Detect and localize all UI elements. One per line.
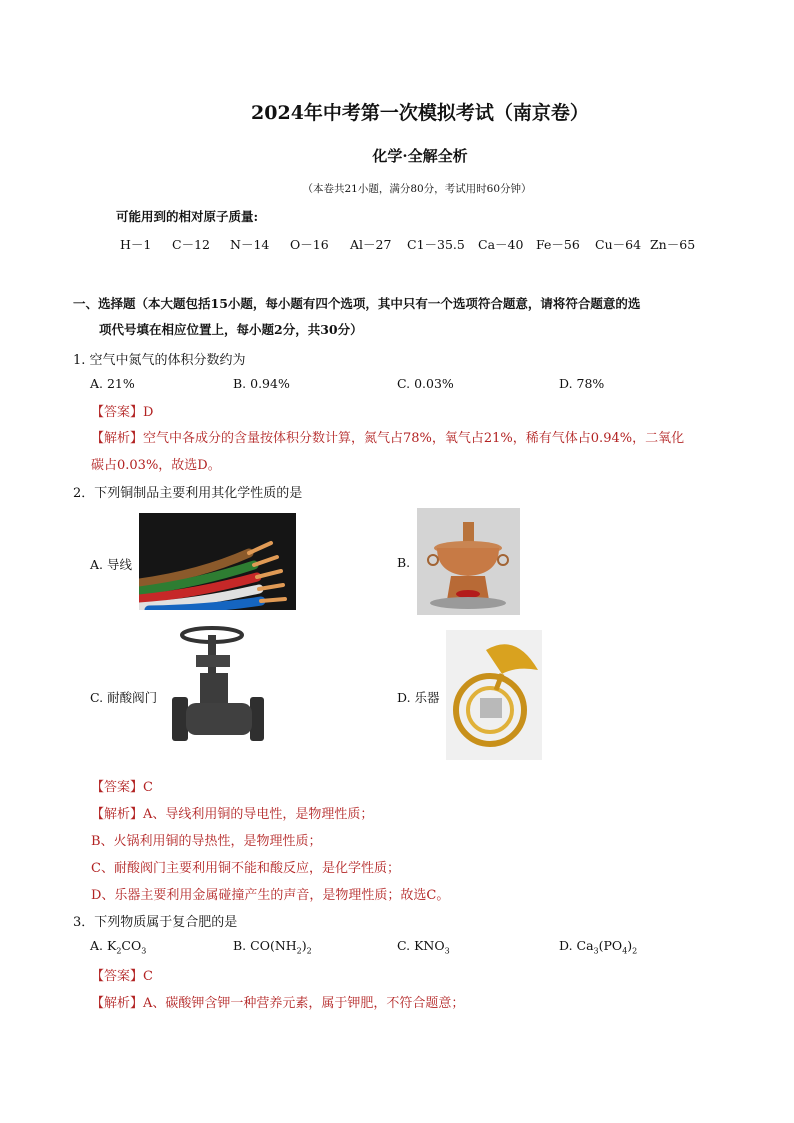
q3-option-d	[559, 938, 637, 956]
section-heading: 一、选择题（本大题包括15小题，每小题有四个选项，其中只有一个选项符合题意，请将符合题意的选	[73, 296, 641, 311]
q3-option-d-text: (PO	[598, 938, 623, 953]
q2-answer: 【答案】C	[91, 780, 153, 795]
q2-analysis-a: 【解析】A、导线利用铜的导电性，是物理性质；	[91, 807, 374, 822]
q2-analysis-d: D、乐器主要利用金属碰撞产生的声音，是物理性质；故选C。	[91, 888, 450, 903]
wire-cable-image	[139, 513, 296, 610]
q1-answer: 【答案】D	[91, 405, 154, 420]
atomic-mass-item: N－14	[230, 237, 270, 252]
q3-option-b-text: B. CO(NH	[233, 938, 297, 953]
page-title: 2024年中考第一次模拟考试（南京卷）	[251, 102, 589, 124]
q3-option-b	[233, 938, 312, 956]
atomic-mass-item: H－1	[120, 237, 152, 252]
q1-analysis: 【解析】空气中各成分的含量按体积分数计算，氮气占78%，氧气占21%，稀有气体占0.94%，二氧化	[91, 431, 685, 446]
q1-option-c: C. 0.03%	[397, 376, 454, 391]
atomic-mass-list	[120, 235, 700, 253]
atomic-mass-label: 可能用到的相对原子质量:	[116, 209, 259, 224]
subscript: 2	[632, 946, 638, 956]
q3-option-a-text: A. K	[90, 938, 117, 953]
q3-option-d-text: D. Ca	[559, 938, 594, 953]
q3-option-a-text: CO	[121, 938, 142, 953]
q1-option-a: A. 21%	[90, 376, 135, 391]
q1-option-d: D. 78%	[559, 376, 605, 391]
atomic-mass-item: C－12	[172, 237, 210, 252]
q3-option-b-text: )	[301, 938, 307, 953]
q1-analysis-cont: 碳占0.03%，故选D。	[91, 458, 221, 473]
subscript: 3	[141, 946, 147, 956]
subscript: 2	[296, 946, 302, 956]
french-horn-image	[446, 630, 542, 760]
subscript: 3	[444, 946, 450, 956]
question-2-stem: 2．下列铜制品主要利用其化学性质的是	[73, 486, 303, 501]
subscript: 4	[622, 946, 628, 956]
copper-hotpot-image	[417, 508, 520, 615]
q3-answer: 【答案】C	[91, 969, 153, 984]
q2-option-c-label: C. 耐酸阀门	[90, 690, 158, 705]
subscript: 2	[306, 946, 312, 956]
section-heading-cont: 项代号填在相应位置上，每小题2分，共30分）	[99, 322, 363, 337]
atomic-mass-item: C1－35.5	[407, 237, 465, 252]
q3-analysis-a: 【解析】A、碳酸钾含钾一种营养元素，属于钾肥，不符合题意；	[91, 996, 465, 1011]
atomic-mass-item: Cu－64	[595, 237, 642, 252]
q2-analysis-b: B、火锅利用铜的导热性，是物理性质；	[91, 834, 322, 849]
subscript: 3	[593, 946, 599, 956]
q3-option-c-text: C. KNO	[397, 938, 445, 953]
question-3-stem: 3．下列物质属于复合肥的是	[73, 915, 238, 930]
question-1-stem: 1. 空气中氮气的体积分数约为	[73, 353, 246, 368]
atomic-mass-item: Ca－40	[478, 237, 524, 252]
q2-option-a-label: A. 导线	[90, 557, 132, 572]
subscript: 2	[116, 946, 122, 956]
page-subtitle: 化学·全解全析	[372, 147, 468, 165]
acid-resistant-valve-image	[168, 625, 268, 750]
q2-option-d-label: D. 乐器	[397, 690, 440, 705]
q2-analysis-c: C、耐酸阀门主要利用铜不能和酸反应，是化学性质；	[91, 861, 400, 876]
q3-option-a	[90, 938, 146, 956]
atomic-mass-item: O－16	[290, 237, 329, 252]
exam-note: （本卷共21小题，满分80分，考试用时60分钟）	[302, 183, 532, 195]
q1-option-b: B. 0.94%	[233, 376, 290, 391]
atomic-mass-item: Zn－65	[650, 237, 696, 252]
atomic-mass-item: Fe－56	[536, 237, 580, 252]
q2-option-b-label: B.	[397, 555, 411, 570]
q3-option-c	[397, 938, 450, 956]
atomic-mass-item: Al－27	[350, 237, 392, 252]
q3-option-d-text: )	[627, 938, 633, 953]
